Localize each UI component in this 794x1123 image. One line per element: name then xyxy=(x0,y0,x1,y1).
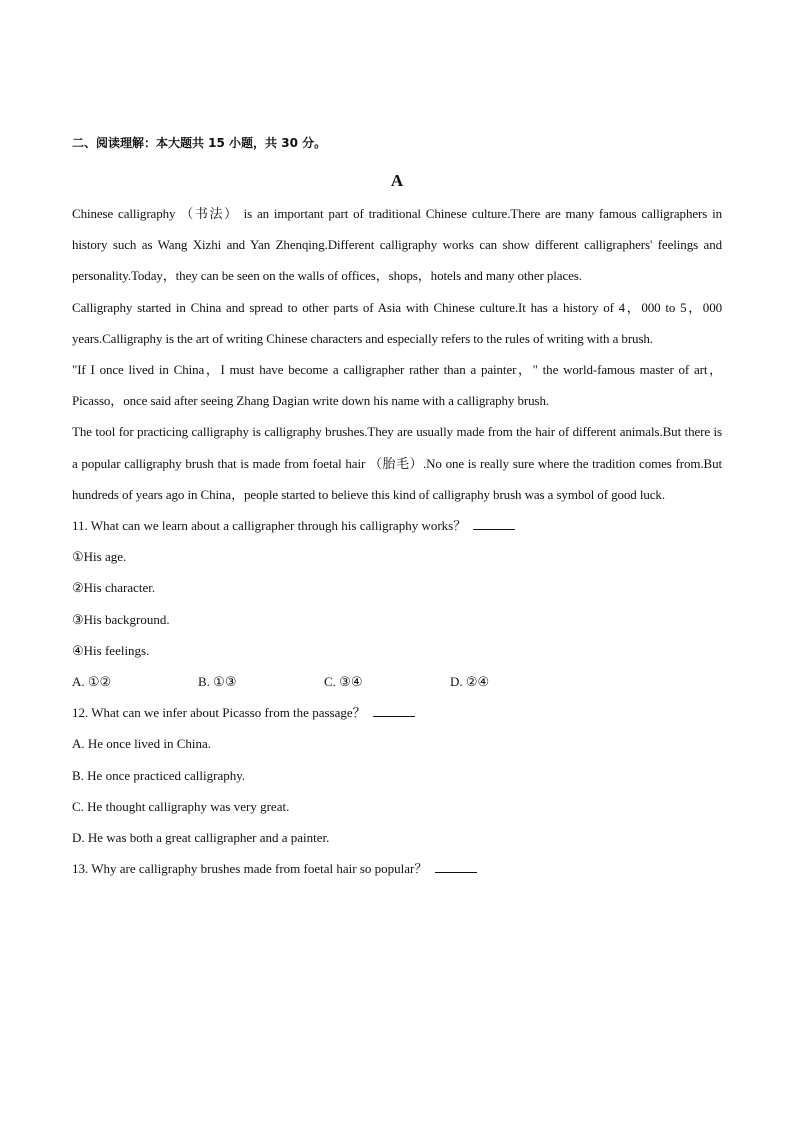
question-12 xyxy=(72,697,722,728)
option-a[interactable]: A. He once lived in China. xyxy=(72,736,211,752)
statement-item-1: ①His age. xyxy=(72,549,127,565)
choice-a[interactable]: A. ①② xyxy=(72,674,112,690)
option-c[interactable]: C. He thought calligraphy was very great. xyxy=(72,798,290,814)
question-11-choices xyxy=(72,666,722,697)
document-page xyxy=(72,128,722,884)
option-d[interactable]: D. He was both a great calligrapher and a painter. xyxy=(72,830,330,846)
question-text: What can we learn about a calligrapher through his calligraphy works？ xyxy=(90,518,467,534)
answer-blank[interactable] xyxy=(473,516,515,530)
question-13 xyxy=(72,853,722,884)
section-heading: 二、阅读理解：本大题共 15 小题，共 30 分。 xyxy=(72,136,327,150)
statement-item-2: ②His character. xyxy=(72,580,156,596)
passage-paragraph-2: Calligraphy started in China and spread to other parts of Asia with Chinese culture.It has a history of 4，000 to 5，000 years.Calligraphy is the art of writing Chinese characters and especially refers to the rules of writing with a brush. xyxy=(72,299,722,346)
choice-b[interactable]: B. ①③ xyxy=(198,674,237,690)
statement-item-4: ④His feelings. xyxy=(72,642,150,658)
choice-d[interactable]: D. ②④ xyxy=(450,674,490,690)
question-11 xyxy=(72,510,722,541)
answer-blank[interactable] xyxy=(435,859,477,873)
question-number: 13. xyxy=(72,861,89,877)
question-text: What can we infer about Picasso from the passage？ xyxy=(91,705,366,721)
passage-paragraph-1: Chinese calligraphy （书法） is an important part of traditional Chinese culture.There are many famous calligraphers in history such as Wang Xizhi and Yan Zhenqing.Different calligraphy works can show different calligraphers' feelings and personality.Today，they can be seen on the walls of offices，shops，hotels and many other places. xyxy=(72,206,722,284)
choice-c[interactable]: C. ③④ xyxy=(324,674,363,690)
passage-paragraph-4: The tool for practicing calligraphy is calligraphy brushes.They are usually made from the hair of different animals.But there is a popular calligraphy brush that is made from foetal hair （胎毛）.No one is really sure where the tradition comes from.But hundreds of years ago in China，people started to believe this kind of calligraphy brush was a symbol of good luck. xyxy=(72,424,722,502)
passage-title: A xyxy=(390,171,404,190)
option-b[interactable]: B. He once practiced calligraphy. xyxy=(72,767,246,783)
passage-paragraph-3: "If I once lived in China，I must have become a calligrapher rather than a painter，" the world-famous master of art，Picasso，once said after seeing Zhang Dagian write down his name with a calligraphy brush. xyxy=(72,362,722,409)
question-text: Why are calligraphy brushes made from foetal hair so popular？ xyxy=(91,861,428,877)
question-number: 11. xyxy=(72,518,88,534)
question-number: 12. xyxy=(72,705,89,721)
statement-item-3: ③His background. xyxy=(72,611,170,627)
answer-blank[interactable] xyxy=(373,703,415,717)
